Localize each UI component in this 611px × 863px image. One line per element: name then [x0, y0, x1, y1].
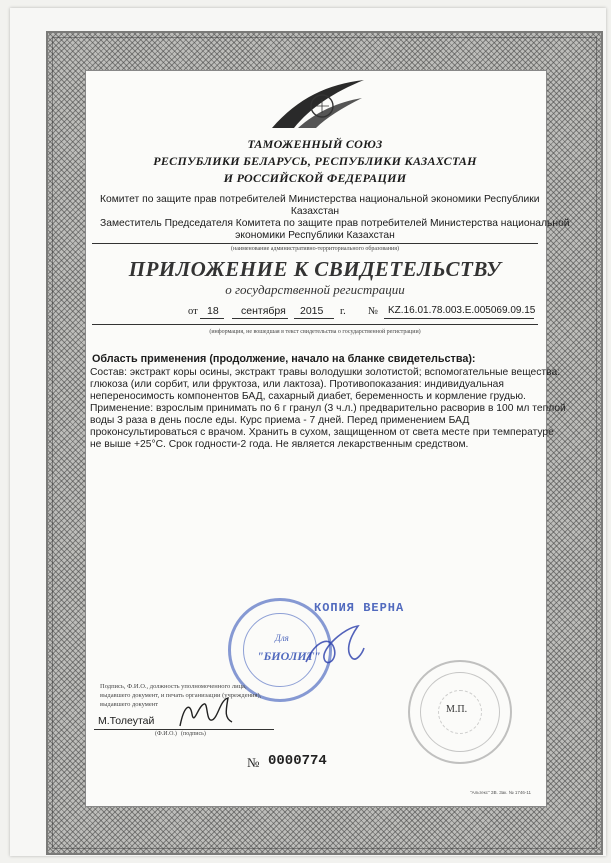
content-line-7: не выше +25°C. Срок годности-2 года. Не является лекарственным средством.: [90, 439, 469, 450]
date-year-underline: [294, 318, 334, 319]
content-line-5: воды 3 раза в день после еды. Курс приема - 7 дней. Перед применением БАД: [90, 415, 470, 426]
union-title-line-3: И РОССИЙСКОЙ ФЕДЕРАЦИИ: [223, 171, 407, 185]
info-underline: [92, 324, 538, 325]
scope-heading: Область применения (продолжение, начало на бланке свидетельства):: [92, 353, 476, 365]
signature-caption-line-3: выдавшего документ: [100, 701, 159, 708]
mp-label: М.П.: [446, 704, 468, 715]
signatory-signature-icon: [176, 692, 236, 734]
authority-line-3: Заместитель Председателя Комитета по защите прав потребителей Министерства национальной: [100, 218, 570, 229]
official-seal: [408, 660, 512, 764]
date-day-underline: [200, 318, 224, 319]
union-title-line-1: ТАМОЖЕННЫЙ СОЮЗ: [247, 137, 383, 151]
signature-caption-line-1: Подпись, Ф.И.О., должность уполномоченного лица,: [100, 683, 247, 690]
date-month-underline: [232, 318, 288, 319]
copy-true-stamp: КОПИЯ ВЕРНА: [314, 601, 405, 615]
content-line-4: Применение: взрослым принимать по 6 г гранул (3 ч.л.) предварительно расворив в 100 мл теплой: [90, 403, 566, 414]
stamp-org-name: "БИОЛИТ": [257, 649, 321, 663]
date-day: 18: [207, 305, 219, 317]
authority-line-4: экономики Республики Казахстан: [235, 230, 395, 241]
signatory-name: М.Толеутай: [98, 715, 155, 727]
handwritten-signature-icon: [300, 618, 370, 678]
content-line-2: глюкоза (или сорбит, или фруктоза, или лактоза). Противопоказания: индивидуальная: [90, 379, 504, 390]
date-year-suffix: г.: [340, 306, 346, 317]
authority-underline: [92, 243, 538, 244]
date-number-label: №: [368, 306, 379, 317]
number-underline: [384, 318, 534, 319]
authority-line-2: Казахстан: [290, 206, 340, 217]
content-line-3: непереносимость компонентов БАД, сахарный диабет, беременность и кормление грудью.: [90, 391, 526, 402]
registration-number: KZ.16.01.78.003.E.005069.09.15: [388, 305, 536, 316]
customs-union-emblem-icon: [268, 78, 368, 132]
date-year: 2015: [300, 305, 324, 317]
union-title-line-2: РЕСПУБЛИКИ БЕЛАРУСЬ, РЕСПУБЛИКИ КАЗАХСТАН: [153, 154, 477, 168]
authority-line-1: Комитет по защите прав потребителей Министерства национальной экономики Республики: [100, 194, 540, 205]
content-line-6: проконсультироваться с врачом. Хранить в сухом, защищенном от света месте при температуре: [90, 427, 554, 438]
stamp-for-label: Для: [275, 633, 289, 643]
info-caption: (информация, не вошедшая в текст свидетельства о государственной регистрации): [209, 329, 421, 335]
appendix-title: ПРИЛОЖЕНИЕ К СВИДЕТЕЛЬСТВУ: [128, 257, 502, 281]
signature-caption-line-2: выдавшего документ, и печать организации (учреждения),: [100, 692, 262, 699]
print-info: "Альтекс" ЗВ. Зак. № 1746-11: [470, 790, 532, 795]
serial-label: №: [247, 755, 260, 770]
signatory-sign-caption: (подпись): [181, 731, 206, 737]
serial-number: 0000774: [268, 753, 327, 769]
date-month: сентября: [241, 305, 286, 317]
date-from-label: от: [188, 306, 198, 317]
signatory-name-caption: (Ф.И.О.): [155, 731, 177, 737]
content-line-1: Состав: экстракт коры осины, экстракт травы володушки золотистой; вспомогательные вещества:: [90, 367, 561, 378]
authority-caption: (наименование административно-территориального образования): [230, 246, 399, 252]
appendix-subtitle: о государственной регистрации: [225, 282, 405, 297]
